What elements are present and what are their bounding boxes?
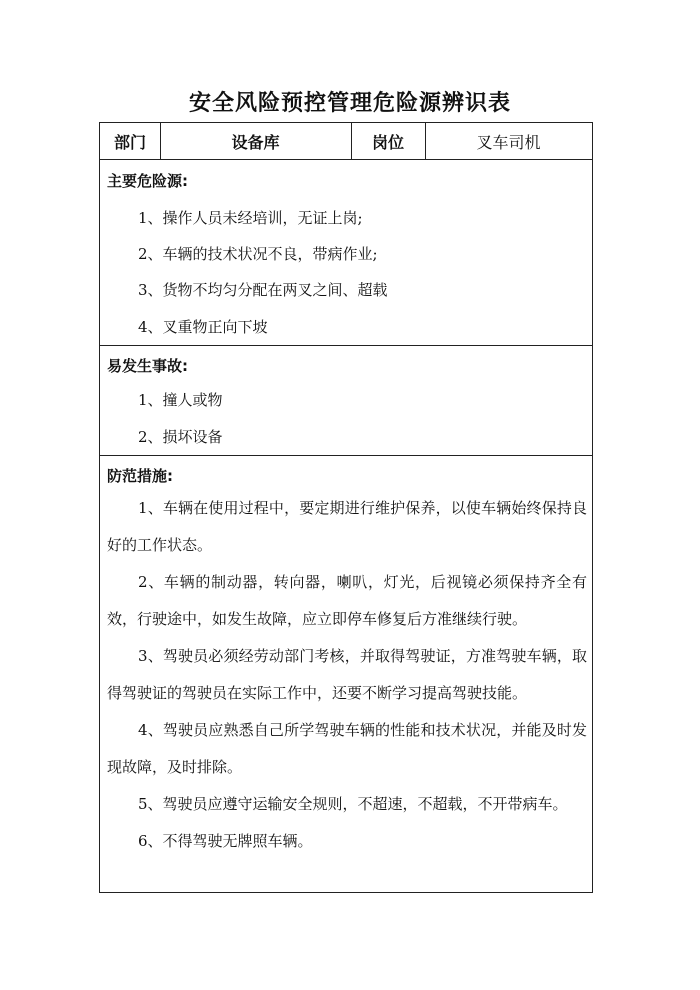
accident-item: 1、撞人或物 — [138, 391, 223, 409]
dept-value: 设备库 — [231, 132, 280, 152]
measure-paragraph: 5、驾驶员应遵守运输安全规则，不超速，不超载，不开带病车。 — [138, 795, 568, 813]
measures-label: 防范措施: — [107, 467, 173, 485]
dept-label: 部门 — [113, 132, 146, 152]
measure-paragraph: 3、驾驶员必须经劳动部门考核，并取得驾驶证，方准驾驶车辆，取得驾驶证的驾驶员在实际工作中，还要不断学习提高驾驶技能。 — [107, 647, 587, 702]
risk-table — [99, 122, 593, 893]
divider — [100, 345, 592, 346]
accident-item: 2、损坏设备 — [138, 428, 223, 446]
measure-paragraph: 2、车辆的制动器，转向器，喇叭，灯光，后视镜必须保持齐全有效，行驶途中，如发生故障，应立即停车修复后方准继续行驶。 — [107, 573, 587, 628]
hazards-label: 主要危险源: — [107, 172, 188, 190]
accidents-label: 易发生事故: — [107, 357, 188, 375]
hazard-item: 3、货物不均匀分配在两叉之间、超载 — [138, 281, 388, 299]
measure-paragraph: 1、车辆在使用过程中，要定期进行维护保养，以使车辆始终保持良好的工作状态。 — [107, 499, 587, 554]
post-value: 叉车司机 — [476, 132, 541, 152]
post-label: 岗位 — [371, 132, 404, 152]
page-title: 安全风险预控管理危险源辨识表 — [188, 91, 511, 116]
divider — [100, 455, 592, 456]
divider — [100, 159, 592, 160]
measure-paragraph: 4、驾驶员应熟悉自己所学驾驶车辆的性能和技术状况，并能及时发现故障，及时排除。 — [107, 721, 587, 776]
hazard-item: 1、操作人员未经培训，无证上岗; — [138, 209, 363, 227]
hazard-item: 2、车辆的技术状况不良，带病作业; — [138, 245, 378, 263]
hazard-item: 4、叉重物正向下坡 — [138, 318, 268, 336]
measure-paragraph: 6、不得驾驶无牌照车辆。 — [138, 832, 313, 850]
